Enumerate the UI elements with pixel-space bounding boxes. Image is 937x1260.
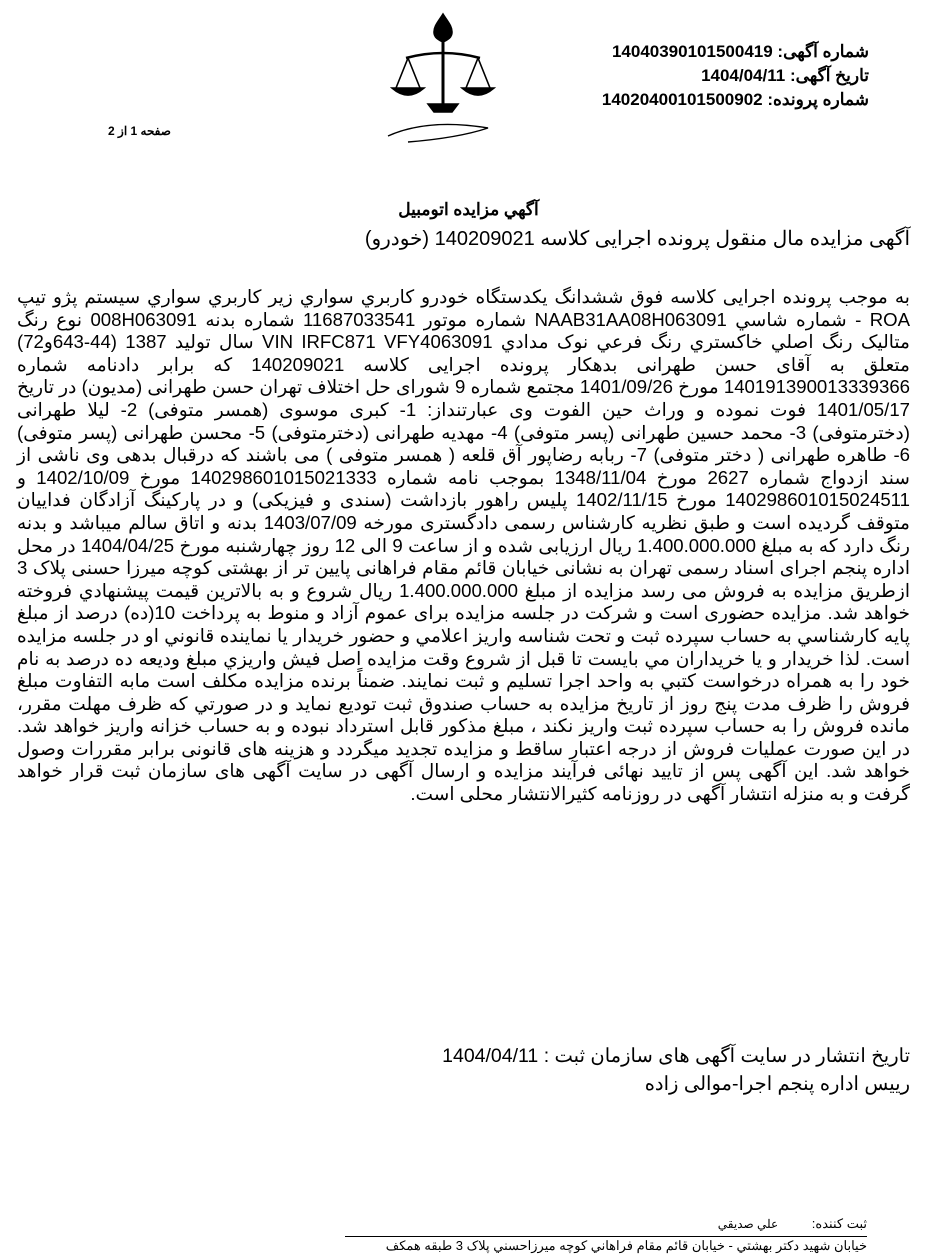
- registrar-row: [718, 1216, 867, 1232]
- notice-number: 14040390101500419: [611, 42, 773, 61]
- page-number: صفحه 1 از 2: [108, 124, 171, 138]
- publish-date-line: تاریخ انتشار در سایت آگهی های سازمان ثبت : 1404/04/11: [442, 1045, 910, 1067]
- file-number: 14020400101500902: [601, 90, 763, 109]
- notice-date-row: [602, 64, 869, 88]
- judiciary-emblem-icon: [368, 8, 518, 158]
- document-title: آگهي مزايده اتومبيل: [398, 200, 539, 219]
- office-address: خيابان شهيد دکتر بهشتي - خيابان قائم مقام فراهاني کوچه ميرزاحسني پلاک 3 طبقه همکف: [385, 1238, 867, 1253]
- signer-line: رییس اداره پنجم اجرا-موالی زاده: [644, 1073, 910, 1095]
- footer-divider: [345, 1236, 867, 1237]
- file-number-row: [602, 88, 869, 112]
- notice-number-label: شماره آگهی:: [777, 42, 869, 61]
- registrar-name: علي صديقي: [717, 1217, 779, 1231]
- document-subtitle: آگهی مزایده مال منقول پرونده اجرایی کلاسه 140209021 (خودرو): [364, 228, 910, 250]
- file-number-label: شماره پرونده:: [767, 90, 869, 109]
- registrar-label: ثبت کننده:: [811, 1216, 867, 1231]
- notice-date-label: تاریخ آگهی:: [789, 66, 869, 85]
- auction-body-text: به موجب پرونده اجرایی کلاسه فوق ششدانگ یکدستگاه خودرو کاربري سواري زير کاربري سواري سيستم پژو تيپ ROA - شماره شاسي NAAB31AA08H063091 شماره موتور 11687033541 شماره بدنه 008H063091 نوع رنگ متاليک رنگ اصلي خاکستري رنگ فرعي نوک مدادي VIN IRFC871 VFY4063091 سال توليد 1387 (44-643و72) متعلق به آقای حسن طهرانی بدهکار پرونده اجرایی کلاسه 140209021 که برابر دادنامه شماره 140191390013339366 مورخ 1401/09/26 مجتمع شماره 9 شورای حل اختلاف تهران حسن طهرانی (مدیون) در تاریخ 1401/05/17 فوت نموده و وراث حین الفوت وی عبارتنداز: 1- کبری موسوی (همسر متوفی) 2- لیلا طهرانی (دخترمتوفی) 3- محمد حسین طهرانی (پسر متوفی) 4- مهدیه طهرانی (دخترمتوفی) 5- محسن طهرانی (پسر متوفی) 6- طاهره طهرانی ( دختر متوفی) 7- ربابه رضاپور آق قلعه ( همسر متوفی ) می باشند که درقبال بدهی وی ناشی از سند ازدواج شماره 2627 مورخ 1348/11/04 بموجب نامه شماره 140298601015021333 مورخ 1402/10/09 و 140298601015024511 مورخ 1402/11/15 پلیس راهور بازداشت (سندی و فیزیکی) و در پارکینگ آزادگان فداییان متوقف گردیده است و طبق نظریه کارشناس رسمی دادگستری مورخه 1403/07/09 بدنه و اتاق سالم میباشد و بدنه رنگ دارد که به مبلغ 1.400.000.000 ریال ارزیابی شده و از ساعت 9 الی 12 روز چهارشنبه مورخ 1404/04/25 در محل اداره پنجم اجرای اسناد رسمی تهران به نشانی خیابان قائم مقام فراهانی پایین تر از بهشتی کوچه میرزا حسنی پلاک 3 ازطریق مزایده به فروش می رسد مزایده از مبلغ 1.400.000.000 ریال شروع و به بالاترين قيمت پيشنهادي فروخته خواهد شد. مزایده حضوری است و شرکت در جلسه مزایده برای عموم آزاد و منوط به پرداخت 10(ده) درصد از مبلغ پايه کارشناسي به حساب سپرده ثبت و تحت شناسه واريز اعلامي و حضور خريدار يا نماينده قانوني او در جلسه مزايده است. لذا خريدار و يا خريداران مي بايست تا قبل از شروع وقت مزايده اصل فيش واريزي مبلغ وديعه ده درصد به نام خود را به همراه درخواست کتبي به واحد اجرا تسليم و ثبت نمايند. ضمناً برنده مزايده مکلف است مابه التفاوت مبلغ فروش را ظرف مدت پنج روز از تاريخ مزايده به حساب صندوق ثبت توديع نمايد و در صورتي که ظرف مهلت مقرر، مانده فروش را به حساب سپرده ثبت واريز نکند ، مبلغ مذکور قابل استرداد نبوده و به حساب خزانه واريز خواهد شد. در این صورت عملیات فروش از درجه اعتبار ساقط و مزایده تجدید میگردد و هزینه های قانونی برابر مقررات وصول خواهد شد. این آگهی پس از تایید نهائی فرآیند مزایده و ارسال آگهی در سایت آگهی های سازمان ثبت قرار خواهد گرفت و به منزله انتشار آگهی در روزنامه کثیرالانتشار محلی است.: [17, 286, 911, 805]
- notice-number-row: [602, 40, 869, 64]
- notice-meta: [602, 40, 869, 112]
- notice-date: 1404/04/11: [701, 66, 786, 85]
